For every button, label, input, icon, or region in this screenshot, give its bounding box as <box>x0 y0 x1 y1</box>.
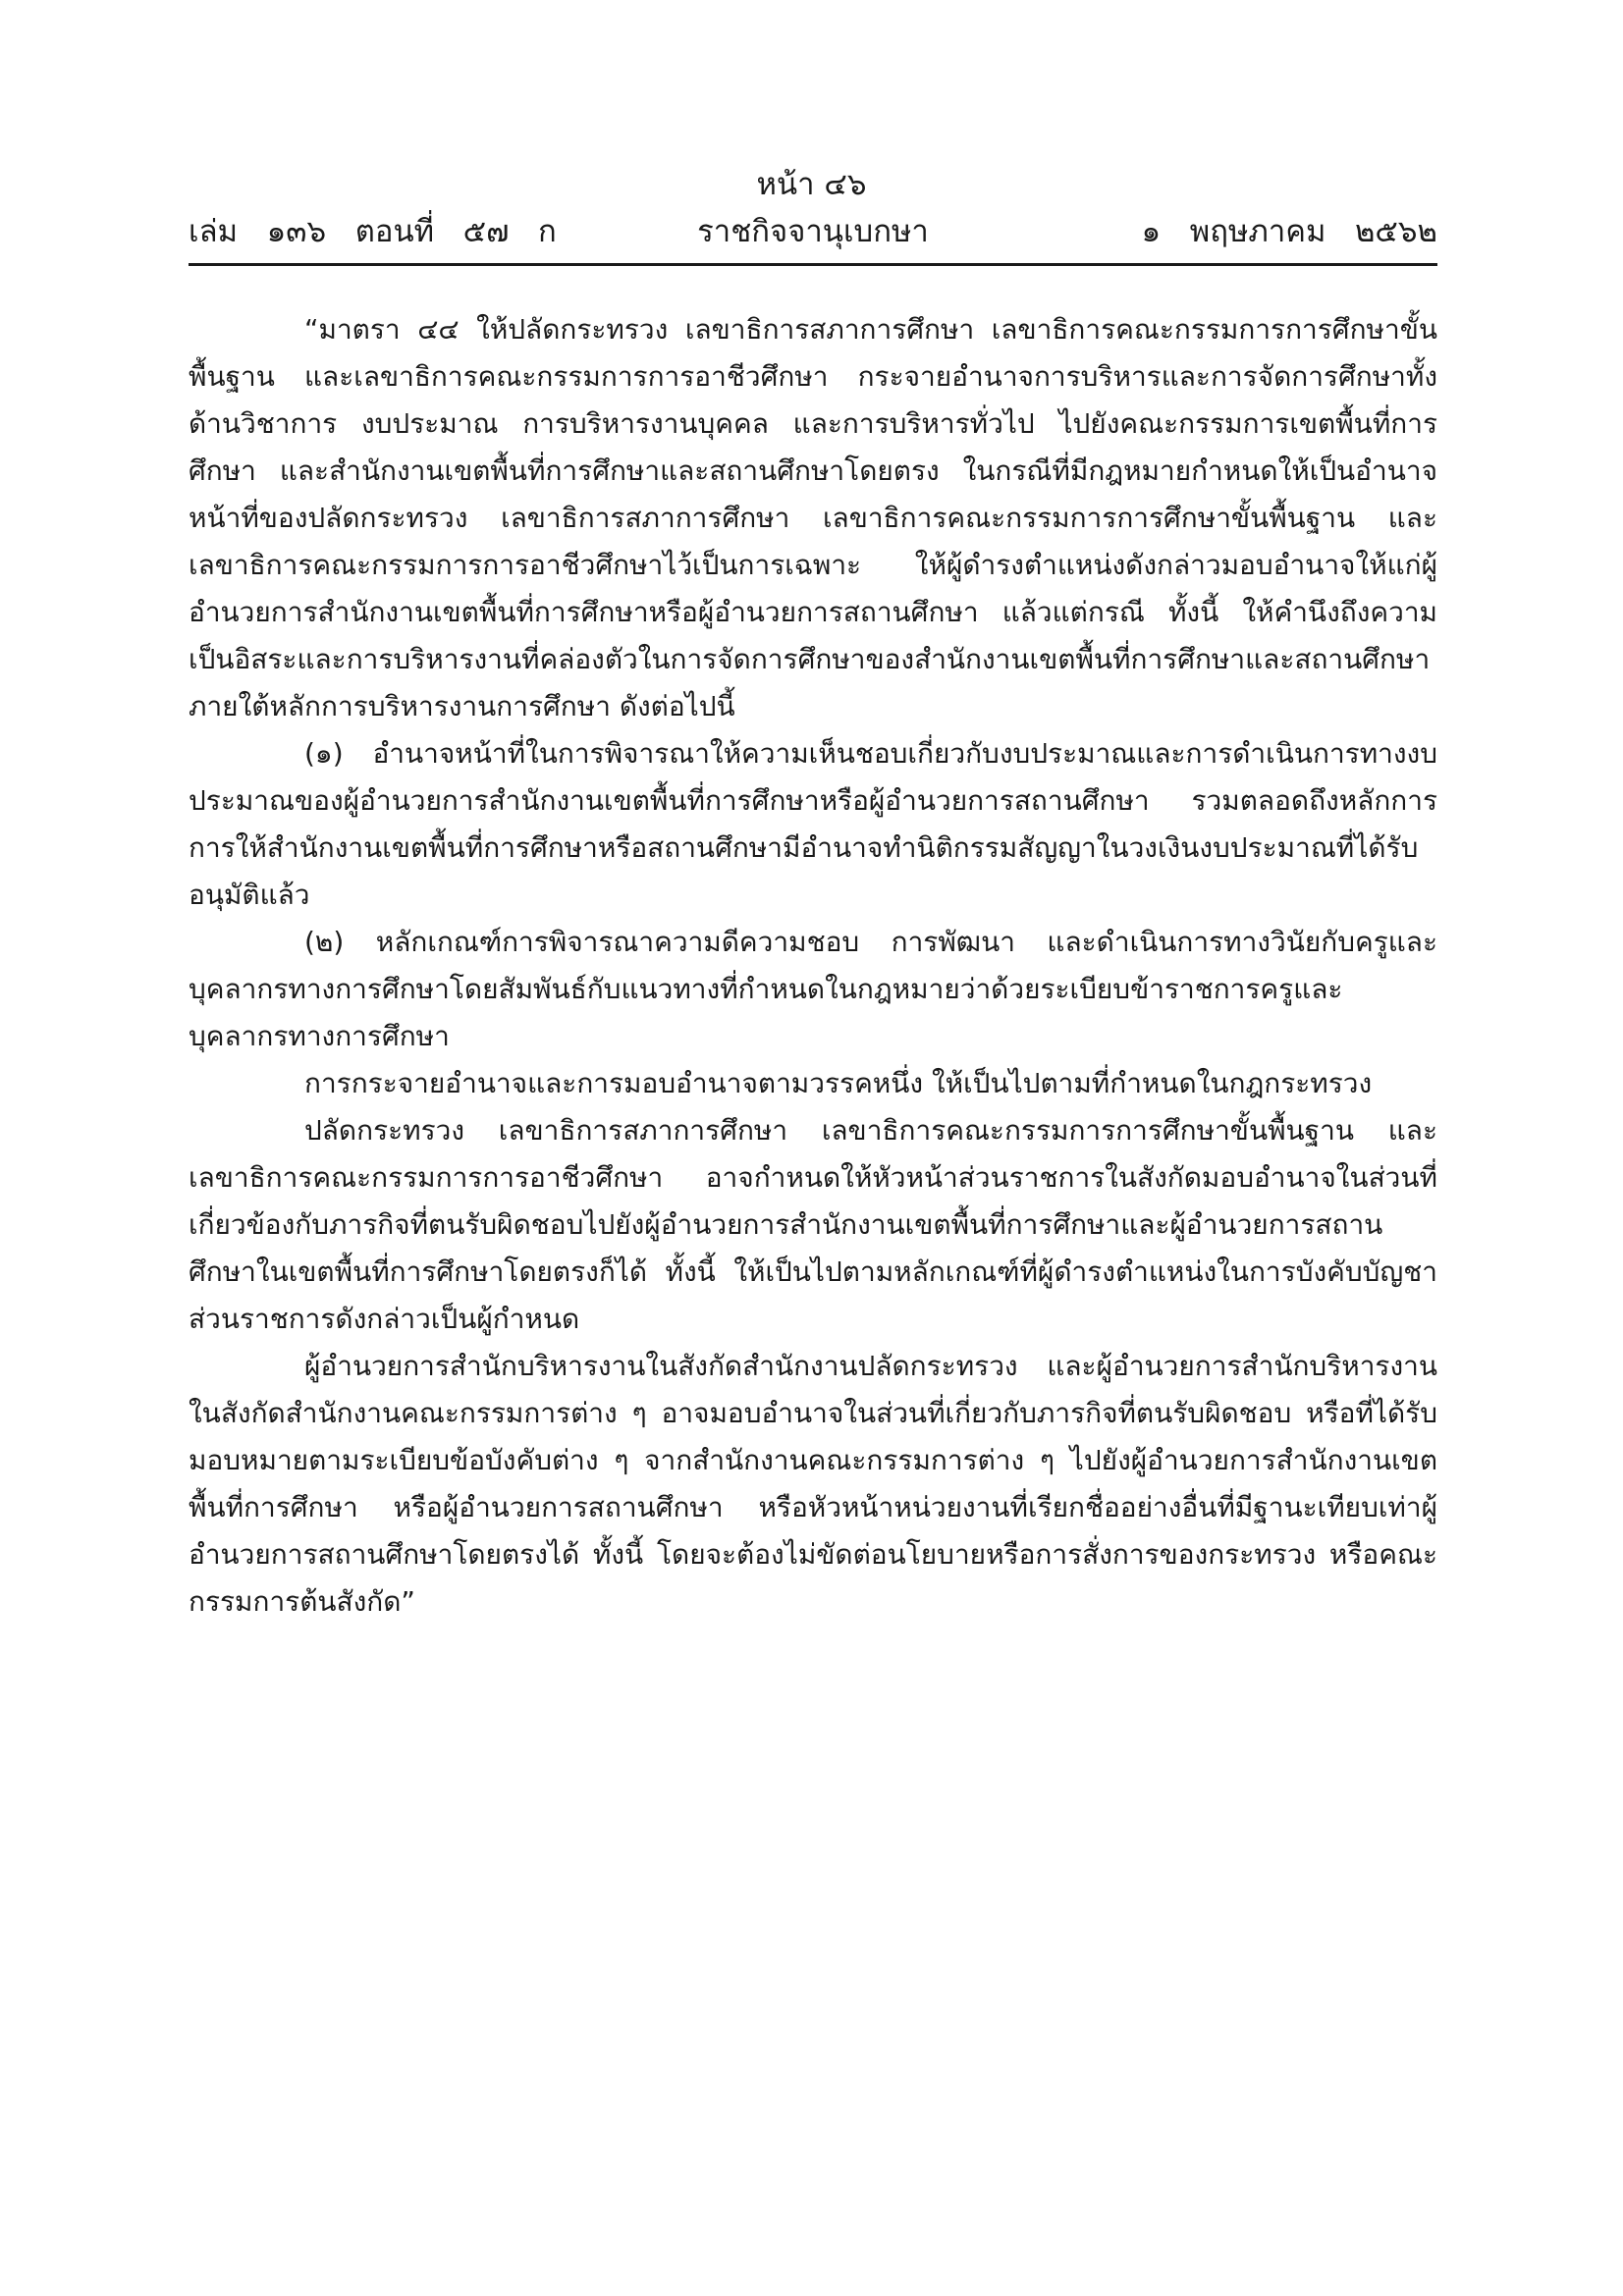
delegation-paragraph: การกระจายอำนาจและการมอบอำนาจตามวรรคหนึ่ง ให้เป็นไปตามที่กำหนดในกฎกระทรวง <box>304 1067 1373 1099</box>
publication-name: ราชกิจจานุเบกษา <box>697 214 929 249</box>
permanent-secretary-paragraph: ปลัดกระทรวง เลขาธิการสภาการศึกษา เลขาธิการคณะกรรมการการศึกษาขั้นพื้นฐาน และเลขาธิการคณะกรรมการการอาชีวศึกษา อาจกำหนดให้หัวหน้าส่วนราชการในสังกัดมอบอำนาจในส่วนที่เกี่ยวข้องกับภารกิจที่ตนรับผิดชอบไปยังผู้อำนวยการสำนักงานเขตพื้นที่การศึกษาและผู้อำนวยการสถานศึกษาในเขตพื้นที่การศึกษาโดยตรงก็ได้ ทั้งนี้ ให้เป็นไปตามหลักเกณฑ์ที่ผู้ดำรงตำแหน่งในการบังคับบัญชาส่วนราชการดังกล่าวเป็นผู้กำหนด <box>189 1114 1437 1335</box>
header-divider <box>189 263 1437 266</box>
section-44-paragraph: “มาตรา ๔๔ ให้ปลัดกระทรวง เลขาธิการสภาการศึกษา เลขาธิการคณะกรรมการการศึกษาขั้นพื้นฐาน และเลขาธิการคณะกรรมการการอาชีวศึกษา กระจายอำนาจการบริหารและการจัดการศึกษาทั้งด้านวิชาการ งบประมาณ การบริหารงานบุคคล และการบริหารทั่วไป ไปยังคณะกรรมการเขตพื้นที่การศึกษา และสำนักงานเขตพื้นที่การศึกษาและสถานศึกษาโดยตรง ในกรณีที่มีกฎหมายกำหนดให้เป็นอำนาจหน้าที่ของปลัดกระทรวง เลขาธิการสภาการศึกษา เลขาธิการคณะกรรมการการศึกษาขั้นพื้นฐาน และเลขาธิการคณะกรรมการการอาชีวศึกษาไว้เป็นการเฉพาะ ให้ผู้ดำรงตำแหน่งดังกล่าวมอบอำนาจให้แก่ผู้อำนวยการสำนักงานเขตพื้นที่การศึกษาหรือผู้อำนวยการสถานศึกษา แล้วแต่กรณี ทั้งนี้ ให้คำนึงถึงความเป็นอิสระและการบริหารงานที่คล่องตัวในการจัดการศึกษาของสำนักงานเขตพื้นที่การศึกษาและสถานศึกษา ภายใต้หลักการบริหารงานการศึกษา ดังต่อไปนี้ <box>189 313 1437 722</box>
bureau-directors-paragraph: ผู้อำนวยการสำนักบริหารงานในสังกัดสำนักงานปลัดกระทรวง และผู้อำนวยการสำนักบริหารงานในสังกัดสำนักงานคณะกรรมการต่าง ๆ อาจมอบอำนาจในส่วนที่เกี่ยวกับภารกิจที่ตนรับผิดชอบ หรือที่ได้รับมอบหมายตามระเบียบข้อบังคับต่าง ๆ จากสำนักงานคณะกรรมการต่าง ๆ ไปยังผู้อำนวยการสำนักงานเขตพื้นที่การศึกษา หรือผู้อำนวยการสถานศึกษา หรือหัวหน้าหน่วยงานที่เรียกชื่ออย่างอื่นที่มีฐานะเทียบเท่าผู้อำนวยการสถานศึกษาโดยตรงได้ ทั้งนี้ โดยจะต้องไม่ขัดต่อนโยบายหรือการสั่งการของกระทรวง หรือคณะกรรมการต้นสังกัด” <box>189 1350 1437 1618</box>
gazette-header <box>189 212 1437 253</box>
page-number: หน้า ๔๖ <box>756 167 867 202</box>
publication-date: ๑ พฤษภาคม ๒๕๖๒ <box>1141 214 1437 249</box>
clause-2-paragraph: (๒) หลักเกณฑ์การพิจารณาความดีความชอบ การพัฒนา และดำเนินการทางวินัยกับครูและบุคลากรทางการศึกษาโดยสัมพันธ์กับแนวทางที่กำหนดในกฎหมายว่าด้วยระเบียบข้าราชการครูและบุคลากรทางการศึกษา <box>189 926 1437 1052</box>
clause-1-paragraph: (๑) อำนาจหน้าที่ในการพิจารณาให้ความเห็นชอบเกี่ยวกับงบประมาณและการดำเนินการทางงบประมาณของผู้อำนวยการสำนักงานเขตพื้นที่การศึกษาหรือผู้อำนวยการสถานศึกษา รวมตลอดถึงหลักการการให้สำนักงานเขตพื้นที่การศึกษาหรือสถานศึกษามีอำนาจทำนิติกรรมสัญญาในวงเงินงบประมาณที่ได้รับอนุมัติแล้ว <box>189 737 1437 911</box>
volume-issue: เล่ม ๑๓๖ ตอนที่ ๕๗ ก <box>189 214 557 249</box>
law-text <box>189 306 1437 1626</box>
